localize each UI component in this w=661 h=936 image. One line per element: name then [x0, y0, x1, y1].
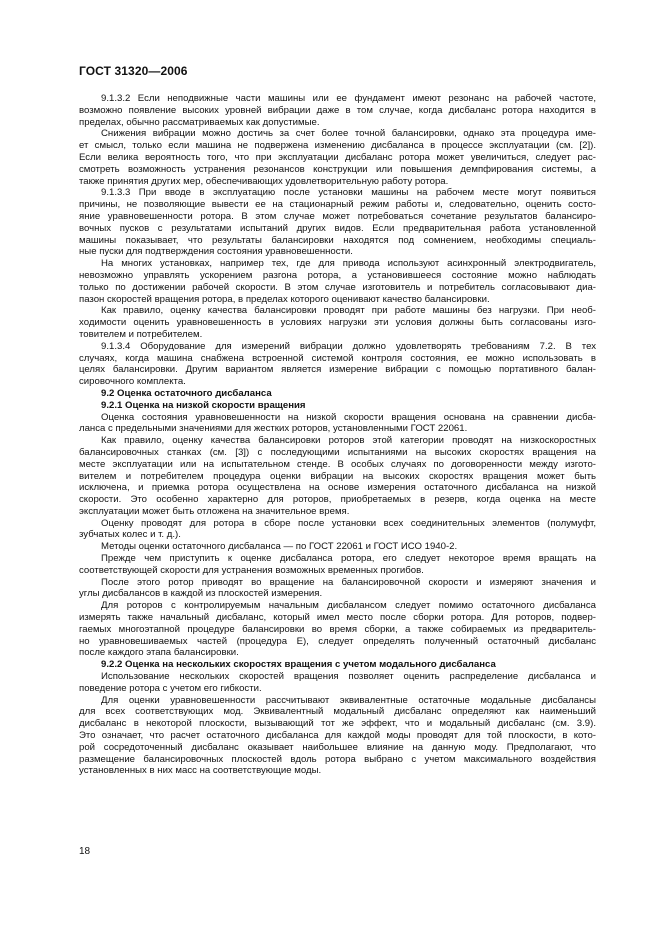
section-heading-line: 9.2 Оценка остаточного дисбаланса — [101, 387, 272, 399]
text-line: невозможно управлять ускорением разгона ротора, а установившееся состояние можно наблюдать — [79, 269, 596, 281]
text-line: После этого ротор приводят во вращение на балансировочной скорости и измеряют значения и — [101, 576, 596, 588]
text-line: зубчатых колес и т. д.). — [79, 529, 181, 541]
text-line: измерять также начальный дисбаланс, который имел место после сборки ротора. Для роторов, подвер- — [79, 612, 596, 624]
text-line: Как правило, оценку качества балансировки проводят при работе машины без нагрузки. При необ- — [101, 305, 596, 317]
text-line: углы дисбалансов в каждой из плоскостей измерения. — [79, 588, 323, 600]
text-line: Как правило, оценку качества балансировки роторов этой категории проводят на низкоскоростных — [101, 435, 596, 447]
text-line: дисбаланс в некоторой плоскости, вызывающий тот же эффект, что и модальный дисбаланс (см. 3.9). — [79, 718, 596, 730]
text-line: для всех соответствующих мод. Эквивалентный модальный дисбаланс определяют как наименьший — [79, 706, 596, 718]
text-line: яние уравновешенности ротора. В этом случае может потребоваться сочетание результатов балансиро- — [79, 210, 596, 222]
page-number: 18 — [79, 846, 91, 857]
text-line: смотреть возможность устранения резонансов конструкции или повышения демпфирования системы, а — [79, 163, 596, 175]
text-line: ланса с предельными значениями для жестких роторов, установленными ГОСТ 22061. — [79, 423, 468, 435]
text-line: целях балансировки. Другим вариантом является измерение вибрации с помощью портативного балан- — [79, 364, 596, 376]
text-line: вителем и потребителем процедура оценки вибрации на высоких скоростях вращения может быть — [79, 470, 596, 482]
text-line: ет смысл, только если машина не подвержена изменению дисбаланса в процессе эксплуатации (см. [2]). — [79, 140, 596, 152]
text-line: ходимости оценить уравновешенность в условиях нагрузки эти условия должны быть согласованы изго- — [79, 317, 596, 329]
text-line: Это означает, что расчет остаточного дисбаланса для каждой моды проводят для той плоскости, в кото- — [79, 730, 596, 742]
text-line: 9.1.3.2 Если неподвижные части машины или ее фундамент имеют резонанс на рабочей частоте, — [101, 93, 596, 104]
text-line: только по достижении рабочей скорости. В этом случае изготовитель и потребитель согласовывают диа- — [79, 281, 596, 293]
text-line: Оценка состояния уравновешенности на низкой скорости вращения основана на сравнении дисба- — [101, 411, 596, 423]
text-line: исключена, и приемка ротора осуществлена на основе измерения остаточного дисбаланса на низкой — [79, 482, 596, 494]
text-line: вочных пусков с результатами испытаний других видов. Если предварительная работа установленной — [79, 222, 596, 234]
text-line: размещение балансировочных плоскостей вдоль ротора выбрано с учетом максимального воздействия — [79, 753, 596, 765]
text-line: пределах, обычно рассматриваемых как допустимые. — [79, 116, 320, 128]
text-line: На многих установках, например тех, где для привода используют асинхронный электродвигатель, — [101, 258, 596, 270]
text-line: случаях, когда машина снабжена встроенной системой контроля состояния, ее можно использовать в — [79, 352, 596, 364]
text-line: Использование нескольких скоростей вращения позволяет оценить распределение дисбаланса и — [101, 671, 596, 683]
text-line: Если велика вероятность того, что при эксплуатации дисбаланс ротора может увеличиться, следует рас- — [79, 151, 596, 163]
text-line: после каждого этапа балансировки. — [79, 647, 239, 659]
text-line: также принятия других мер, обеспечивающих удовлетворительную работу ротора. — [79, 175, 449, 187]
text-line: соответствующей скорости для устранения возможных временных прогибов. — [79, 564, 424, 576]
text-line: 9.1.3.3 При вводе в эксплуатацию после установки машины на рабочем месте могут появиться — [101, 187, 596, 199]
text-line: Оценку проводят для ротора в сборе после установки всех соединительных элементов (полумуфт, — [101, 517, 596, 529]
document-header: ГОСТ 31320—2006 — [79, 64, 188, 78]
text-line: причины, не позволяющие вывести ее на стационарный режим работы и, следовательно, оценить состо- — [79, 199, 596, 211]
text-line: пазон скоростей вращения ротора, в пределах которого оценивают качество балансировки. — [79, 293, 490, 305]
text-line: гаемых многоэтапной процедуре балансировки во время сборки, а также собираемых из предваритель- — [79, 623, 596, 635]
text-line: рой сосредоточенный дисбаланс оказывает наибольшее влияние на данную моду. Предполагают, что — [79, 741, 596, 753]
text-line: эксплуатации может быть отложена на значительное время. — [79, 505, 350, 517]
text-line: балансировочных станках (см. [3]) с последующими испытаниями на высоких скоростях вращения на — [79, 446, 596, 458]
text-line: возможно появление высоких уровней вибрации даже в том случае, когда дисбаланс ротора находится в — [79, 104, 596, 116]
text-line: сировочного комплекта. — [79, 376, 186, 388]
section-heading-line: 9.2.1 Оценка на низкой скорости вращения — [101, 399, 306, 411]
text-line: Для роторов с контролируемым начальным дисбалансом следует помимо остаточного дисбаланса — [101, 600, 596, 612]
text-line: ные пуски для подтверждения состояния уравновешенности. — [79, 246, 353, 258]
text-line: товителем и потребителем. — [79, 328, 203, 340]
text-line: поведение ротора с учетом его гибкости. — [79, 682, 262, 694]
text-line: но уравновешиваемых частей (процедура Е), следует определять полученный остаточный дисбаланс — [79, 635, 596, 647]
text-line: установленных в них масс на соответствующие моды. — [79, 765, 322, 777]
text-line: машины показывает, что результаты балансировки находятся под сомнением, необходимы специаль- — [79, 234, 596, 246]
text-line: месте эксплуатации или на испытательном стенде. В особых случаях по договоренности между изгото- — [79, 458, 596, 470]
text-line: Для оценки уравновешенности рассчитывают эквивалентные остаточные модальные дисбалансы — [101, 694, 596, 706]
text-line: Прежде чем приступить к оценке дисбаланса ротора, его следует некоторое время вращать на — [101, 553, 596, 565]
text-line: Снижения вибрации можно достичь за счет более точной балансировки, однако эта процедура име- — [101, 128, 596, 140]
text-line: 9.1.3.4 Оборудование для измерений вибрации должно удовлетворять требованиям 7.2. В тех — [101, 340, 596, 352]
document-body — [79, 93, 596, 777]
text-line: скорости. Это особенно характерно для роторов, приобретаемых в резерв, когда оценка на месте — [79, 494, 596, 506]
section-heading-line: 9.2.2 Оценка на нескольких скоростях вращения с учетом модального дисбаланса — [101, 659, 496, 671]
text-line: Методы оценки остаточного дисбаланса — по ГОСТ 22061 и ГОСТ ИСО 1940-2. — [101, 541, 458, 553]
